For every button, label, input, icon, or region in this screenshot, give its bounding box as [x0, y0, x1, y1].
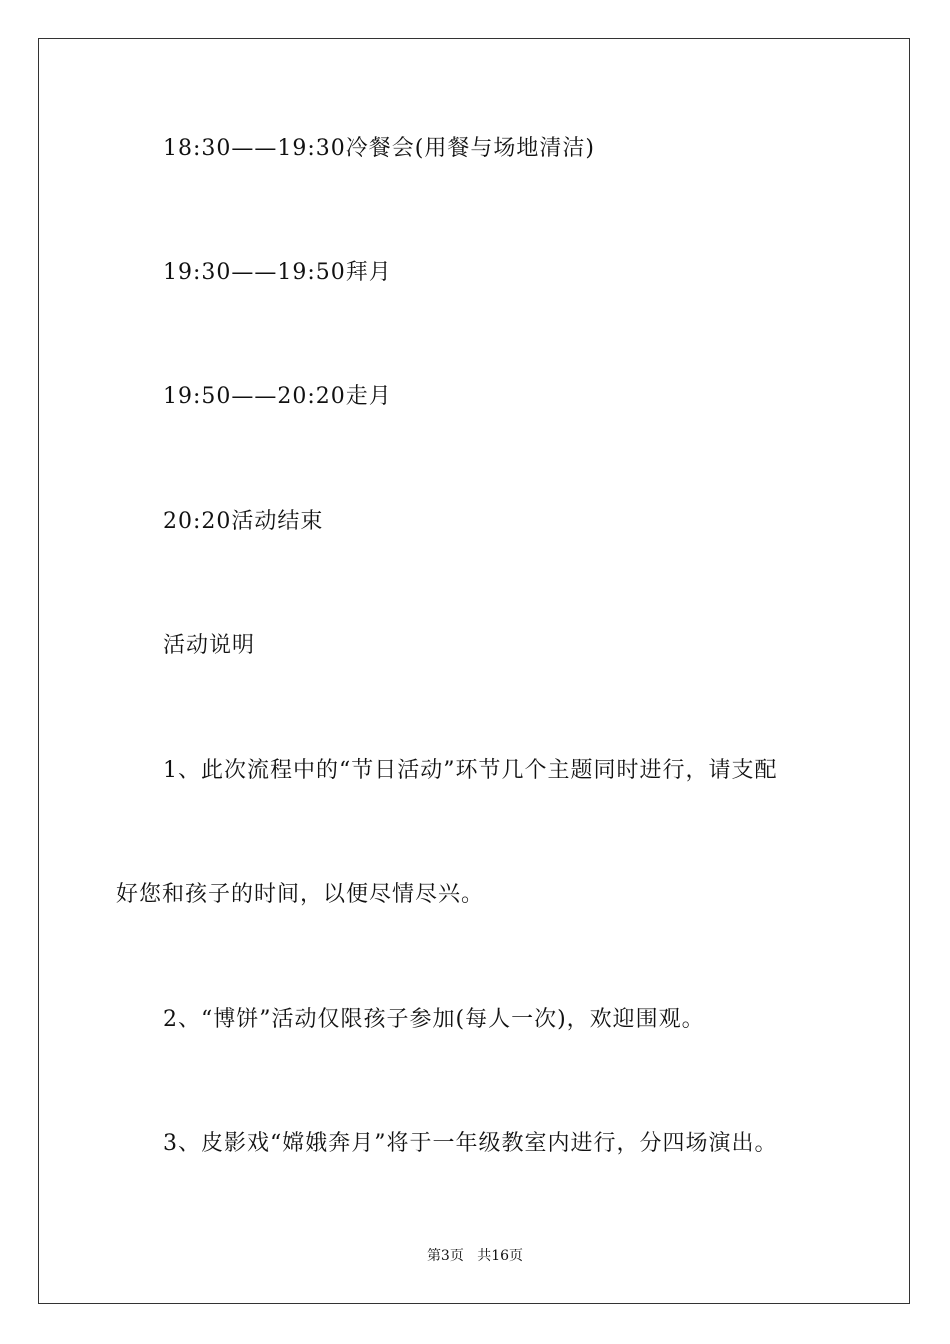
- note-item-1-line-1: 1、此次流程中的“节日活动”环节几个主题同时进行，请支配: [163, 758, 778, 783]
- page-footer: [0, 1246, 950, 1266]
- page-number: 第3页: [426, 1248, 464, 1264]
- page-total: 共16页: [477, 1248, 524, 1264]
- page-border: [38, 38, 910, 1304]
- note-item-3: 3、皮影戏“嫦娥奔月”将于一年级教室内进行，分四场演出。: [163, 1131, 778, 1156]
- schedule-item: 18:30——19:30冷餐会(用餐与场地清洁): [163, 136, 595, 161]
- section-heading: 活动说明: [163, 633, 256, 658]
- note-item-2: 2、“博饼”活动仅限孩子参加(每人一次)，欢迎围观。: [163, 1007, 705, 1032]
- schedule-item: 19:50——20:20走月: [163, 384, 392, 409]
- note-item-1-line-2: 好您和孩子的时间，以便尽情尽兴。: [116, 882, 485, 907]
- schedule-item: 19:30——19:50拜月: [163, 260, 392, 285]
- schedule-item: 20:20活动结束: [163, 509, 324, 534]
